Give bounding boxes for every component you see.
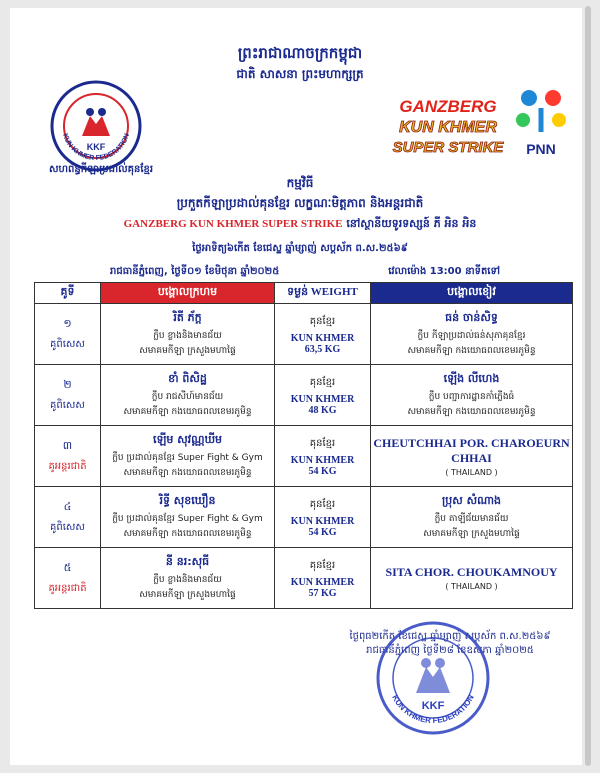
blue-fighter-assoc: សមាគមកីឡា កងយោធពលខេមរភូមិន្ទ bbox=[407, 345, 536, 356]
weight-cell bbox=[275, 365, 371, 426]
bout-category: គូអន្តរជាតិ bbox=[48, 460, 87, 472]
weight-style-kh: គុនខ្មែរ bbox=[309, 559, 336, 571]
red-fighter-assoc: សមាគមកីឡា ក្រសួងមហាផ្ទៃ bbox=[139, 345, 236, 356]
header-no: គូទី bbox=[35, 283, 101, 304]
svg-text:SUPER STRIKE: SUPER STRIKE bbox=[392, 139, 504, 156]
header-red-corner: បង្គោលក្រហម bbox=[101, 283, 275, 304]
weight-kg: 54 KG bbox=[308, 465, 337, 477]
table-row bbox=[35, 426, 573, 487]
weight-style-kh: គុនខ្មែរ bbox=[309, 376, 336, 388]
city-date: រាជធានីភ្នំពេញ, ថ្ងៃទី០១ ខែមិថុនា ឆ្នាំ២០២៥ bbox=[110, 266, 280, 277]
red-fighter-club: ក្លឹប ខ្លាងនិងមានជ័យ bbox=[153, 330, 222, 341]
blue-fighter-name: ធន់ ចាន់សិទ្ធ bbox=[445, 310, 498, 324]
red-corner-cell bbox=[101, 487, 275, 548]
bout-number: ៣ bbox=[62, 438, 73, 452]
table-row bbox=[35, 365, 573, 426]
red-fighter-name: រិទ្ធី សុខឃឿន bbox=[159, 493, 216, 507]
red-fighter-club: ក្លឹប ប្រដាល់គុនខ្មែរ Super Fight & Gym bbox=[112, 513, 263, 524]
weight-style: KUN KHMER bbox=[290, 393, 355, 405]
blue-fighter-name: ប្រុស សំណាង bbox=[442, 493, 501, 507]
red-fighter-club: ក្លឹប ខ្លាងនិងមានជ័យ bbox=[153, 574, 222, 585]
red-fighter-name: រិតី ភ័ក្ត bbox=[173, 310, 202, 324]
bout-category: គូអន្តរជាតិ bbox=[48, 582, 87, 594]
bout-number: ៤ bbox=[63, 499, 72, 513]
weight-style: KUN KHMER bbox=[290, 332, 355, 344]
bout-number-cell bbox=[35, 487, 101, 548]
weight-kg: 57 KG bbox=[308, 587, 337, 599]
program-title: កម្មវិធី bbox=[286, 176, 314, 190]
table-row bbox=[35, 548, 573, 609]
bout-category: គូពិសេស bbox=[50, 521, 85, 533]
red-fighter-assoc: សមាគមកីឡា កងយោធពលខេមរភូមិន្ទ bbox=[123, 467, 252, 478]
weight-style: KUN KHMER bbox=[290, 576, 355, 588]
blue-corner-cell bbox=[371, 548, 573, 609]
blue-fighter-name: ឡើង លីហេង bbox=[443, 371, 500, 385]
svg-text:GANZBERG: GANZBERG bbox=[399, 97, 497, 116]
blue-fighter-club: ក្លឹប កីឡាប្រដាល់ធន់សុភាគុនខ្មែរ bbox=[417, 330, 526, 341]
weight-cell bbox=[275, 304, 371, 365]
bout-number-cell bbox=[35, 548, 101, 609]
weight-kg: 63,5 KG bbox=[304, 343, 341, 355]
blue-fighter-name: CHEUTCHHAI POR. CHAROEURN CHHAI bbox=[373, 435, 570, 465]
bout-number: ២ bbox=[63, 377, 72, 391]
kkf-logo bbox=[50, 80, 142, 172]
bout-category: គូពិសេស bbox=[50, 399, 85, 411]
national-motto: ជាតិ សាសនា ព្រះមហាក្សត្រ bbox=[236, 67, 364, 81]
red-fighter-name: ឡើម សុវណ្ណឃីម bbox=[152, 432, 223, 446]
pnn-logo bbox=[513, 84, 569, 158]
bout-body bbox=[35, 304, 573, 609]
kkf-stamp bbox=[374, 619, 492, 737]
header-blue-corner: បង្គោលខៀវ bbox=[371, 283, 573, 304]
blue-fighter-club: ក្លឹប តាឡីជ័យមានជ័យ bbox=[434, 513, 509, 524]
blue-corner-cell bbox=[371, 487, 573, 548]
kkf-ring-text: KUN KHMER FEDERATION bbox=[61, 132, 131, 163]
event-line bbox=[10, 217, 590, 233]
weight-style: KUN KHMER bbox=[290, 515, 355, 527]
red-corner-cell bbox=[101, 365, 275, 426]
footer-lunar-date: ថ្ងៃពុធ២កើត ខែជេស្ឋ ឆ្នាំម្សាញ់ សប្តស័ក ព.ស.២៥៦៩ bbox=[349, 631, 551, 642]
blue-fighter-assoc: សមាគមកីឡា ក្រសួងមហាផ្ទៃ bbox=[423, 528, 520, 539]
blue-fighter-assoc: សមាគមកីឡា កងយោធពលខេមរភូមិន្ទ bbox=[407, 406, 536, 417]
lunar-date: ថ្ងៃអាទិត្យ៦កើត ខែជេស្ឋ ឆ្នាំម្សាញ់ សប្តស័ក ព.ស.២៥៦៩ bbox=[192, 243, 408, 254]
bout-number-cell bbox=[35, 304, 101, 365]
kingdom-title: ព្រះរាជាណាចក្រកម្ពុជា bbox=[237, 44, 363, 62]
ganzberg-logo bbox=[386, 92, 510, 162]
red-corner-cell bbox=[101, 548, 275, 609]
bout-category: គូពិសេស bbox=[50, 338, 85, 350]
table-row bbox=[35, 304, 573, 365]
bout-number-cell bbox=[35, 365, 101, 426]
stamp-ring-text: KUN KHMER FEDERATION bbox=[390, 693, 476, 726]
svg-text:KUN KHMER: KUN KHMER bbox=[399, 119, 497, 136]
federation-caption: សហព័ន្ធកីឡាប្រដាល់គុនខ្មែរ bbox=[48, 164, 154, 175]
red-corner-cell bbox=[101, 304, 275, 365]
weight-style-kh: គុនខ្មែរ bbox=[309, 315, 336, 327]
stamp-logo-text: KKF bbox=[421, 700, 445, 712]
bout-number: ១ bbox=[63, 316, 72, 330]
blue-fighter-country: ( THAILAND ) bbox=[445, 582, 498, 591]
event-name: GANZBERG KUN KHMER SUPER STRIKE bbox=[123, 218, 343, 230]
weight-style-kh: គុនខ្មែរ bbox=[309, 498, 336, 510]
red-fighter-name: ខាំ ពិសិដ្ឋ bbox=[168, 371, 207, 385]
weight-style: KUN KHMER bbox=[290, 454, 355, 466]
blue-fighter-name: SITA CHOR. CHOUKAMNOUY bbox=[385, 565, 558, 579]
bout-number-cell bbox=[35, 426, 101, 487]
red-fighter-club: ក្លឹប ប្រដាល់គុនខ្មែរ Super Fight & Gym bbox=[112, 452, 263, 463]
red-corner-cell bbox=[101, 426, 275, 487]
bout-table bbox=[34, 282, 573, 609]
red-fighter-name: នី នរ:សុធី bbox=[165, 554, 210, 568]
red-fighter-assoc: សមាគមកីឡា កងយោធពលខេមរភូមិន្ទ bbox=[123, 406, 252, 417]
footer-city-date: រាជធានីភ្នំពេញ ថ្ងៃទី២៨ ខែឧសភា ឆ្នាំ២០២៥ bbox=[366, 645, 534, 656]
weight-style-kh: គុនខ្មែរ bbox=[309, 437, 336, 449]
document-page bbox=[10, 8, 590, 765]
red-fighter-club: ក្លឹប រាជសីហ៍មានជ័យ bbox=[151, 391, 224, 402]
weight-cell bbox=[275, 548, 371, 609]
scrollbar-thumb[interactable] bbox=[585, 6, 591, 766]
event-venue: នៅស្ថានីយទូរទស្សន៍ ភី អិន អិន bbox=[346, 217, 477, 230]
table-row bbox=[35, 487, 573, 548]
header-weight: ទម្ងន់ WEIGHT bbox=[275, 283, 371, 304]
weight-cell bbox=[275, 487, 371, 548]
blue-corner-cell bbox=[371, 365, 573, 426]
blue-corner-cell bbox=[371, 304, 573, 365]
start-time: វេលាម៉ោង 13:00 នាទីតទៅ bbox=[388, 266, 500, 277]
program-subtitle: ប្រកួតកីឡាប្រដាល់គុនខ្មែរ លក្ខណៈមិត្តភាព និងអន្តរជាតិ bbox=[176, 196, 424, 210]
red-fighter-assoc: សមាគមកីឡា ក្រសួងមហាផ្ទៃ bbox=[139, 589, 236, 600]
blue-corner-cell bbox=[371, 426, 573, 487]
weight-kg: 48 KG bbox=[308, 404, 337, 416]
pnn-label: PNN bbox=[526, 141, 556, 157]
blue-fighter-club: ក្លឹប បញ្ជាការដ្ឋានកាំភ្លើងធំ bbox=[428, 391, 515, 402]
bout-number: ៥ bbox=[63, 560, 72, 574]
weight-cell bbox=[275, 426, 371, 487]
kkf-logo-text: KKF bbox=[86, 142, 106, 152]
date-time-line bbox=[110, 264, 500, 279]
weight-kg: 54 KG bbox=[308, 526, 337, 538]
red-fighter-assoc: សមាគមកីឡា កងយោធពលខេមរភូមិន្ទ bbox=[123, 528, 252, 539]
blue-fighter-country: ( THAILAND ) bbox=[445, 467, 498, 477]
